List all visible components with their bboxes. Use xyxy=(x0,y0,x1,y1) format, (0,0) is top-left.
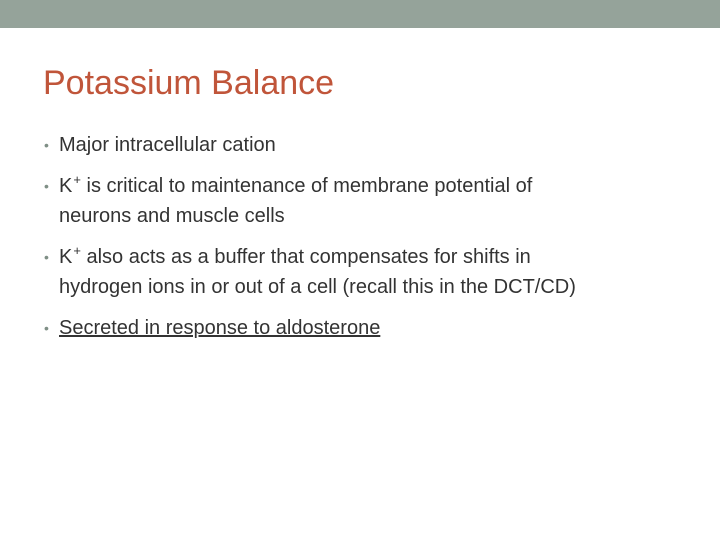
bullet-point-icon: • xyxy=(44,178,49,194)
bullet-item-intracellular-cation xyxy=(44,131,704,160)
charge-superscript: + xyxy=(73,243,81,258)
bullet-list xyxy=(44,131,704,343)
bullet-point-icon: • xyxy=(44,249,49,265)
bullet-text-line-2: hydrogen ions in or out of a cell (recall this in the DCT/CD) xyxy=(59,276,576,298)
bullet-text-underlined: Secreted in response to aldosterone xyxy=(59,317,381,339)
charge-superscript: + xyxy=(73,172,81,187)
bullet-item-membrane-potential xyxy=(44,172,704,231)
bullet-text-line-1 xyxy=(59,243,704,273)
bullet-point-icon: • xyxy=(44,137,49,153)
bullet-point-icon: • xyxy=(44,320,49,336)
slide-title: Potassium Balance xyxy=(43,64,335,102)
bullet-item-buffer xyxy=(44,243,704,302)
potassium-symbol: K xyxy=(59,175,73,197)
bullet-text-line-2: neurons and muscle cells xyxy=(59,205,285,227)
potassium-symbol: K xyxy=(59,246,73,268)
top-accent-bar xyxy=(0,0,720,28)
bullet-item-aldosterone xyxy=(44,314,704,343)
bullet-text-rest: also acts as a buffer that compensates for shifts in xyxy=(80,246,531,268)
bullet-text: Major intracellular cation xyxy=(59,134,276,156)
bullet-text-line-1 xyxy=(59,172,704,202)
bullet-text-rest: is critical to maintenance of membrane potential of xyxy=(80,175,533,197)
